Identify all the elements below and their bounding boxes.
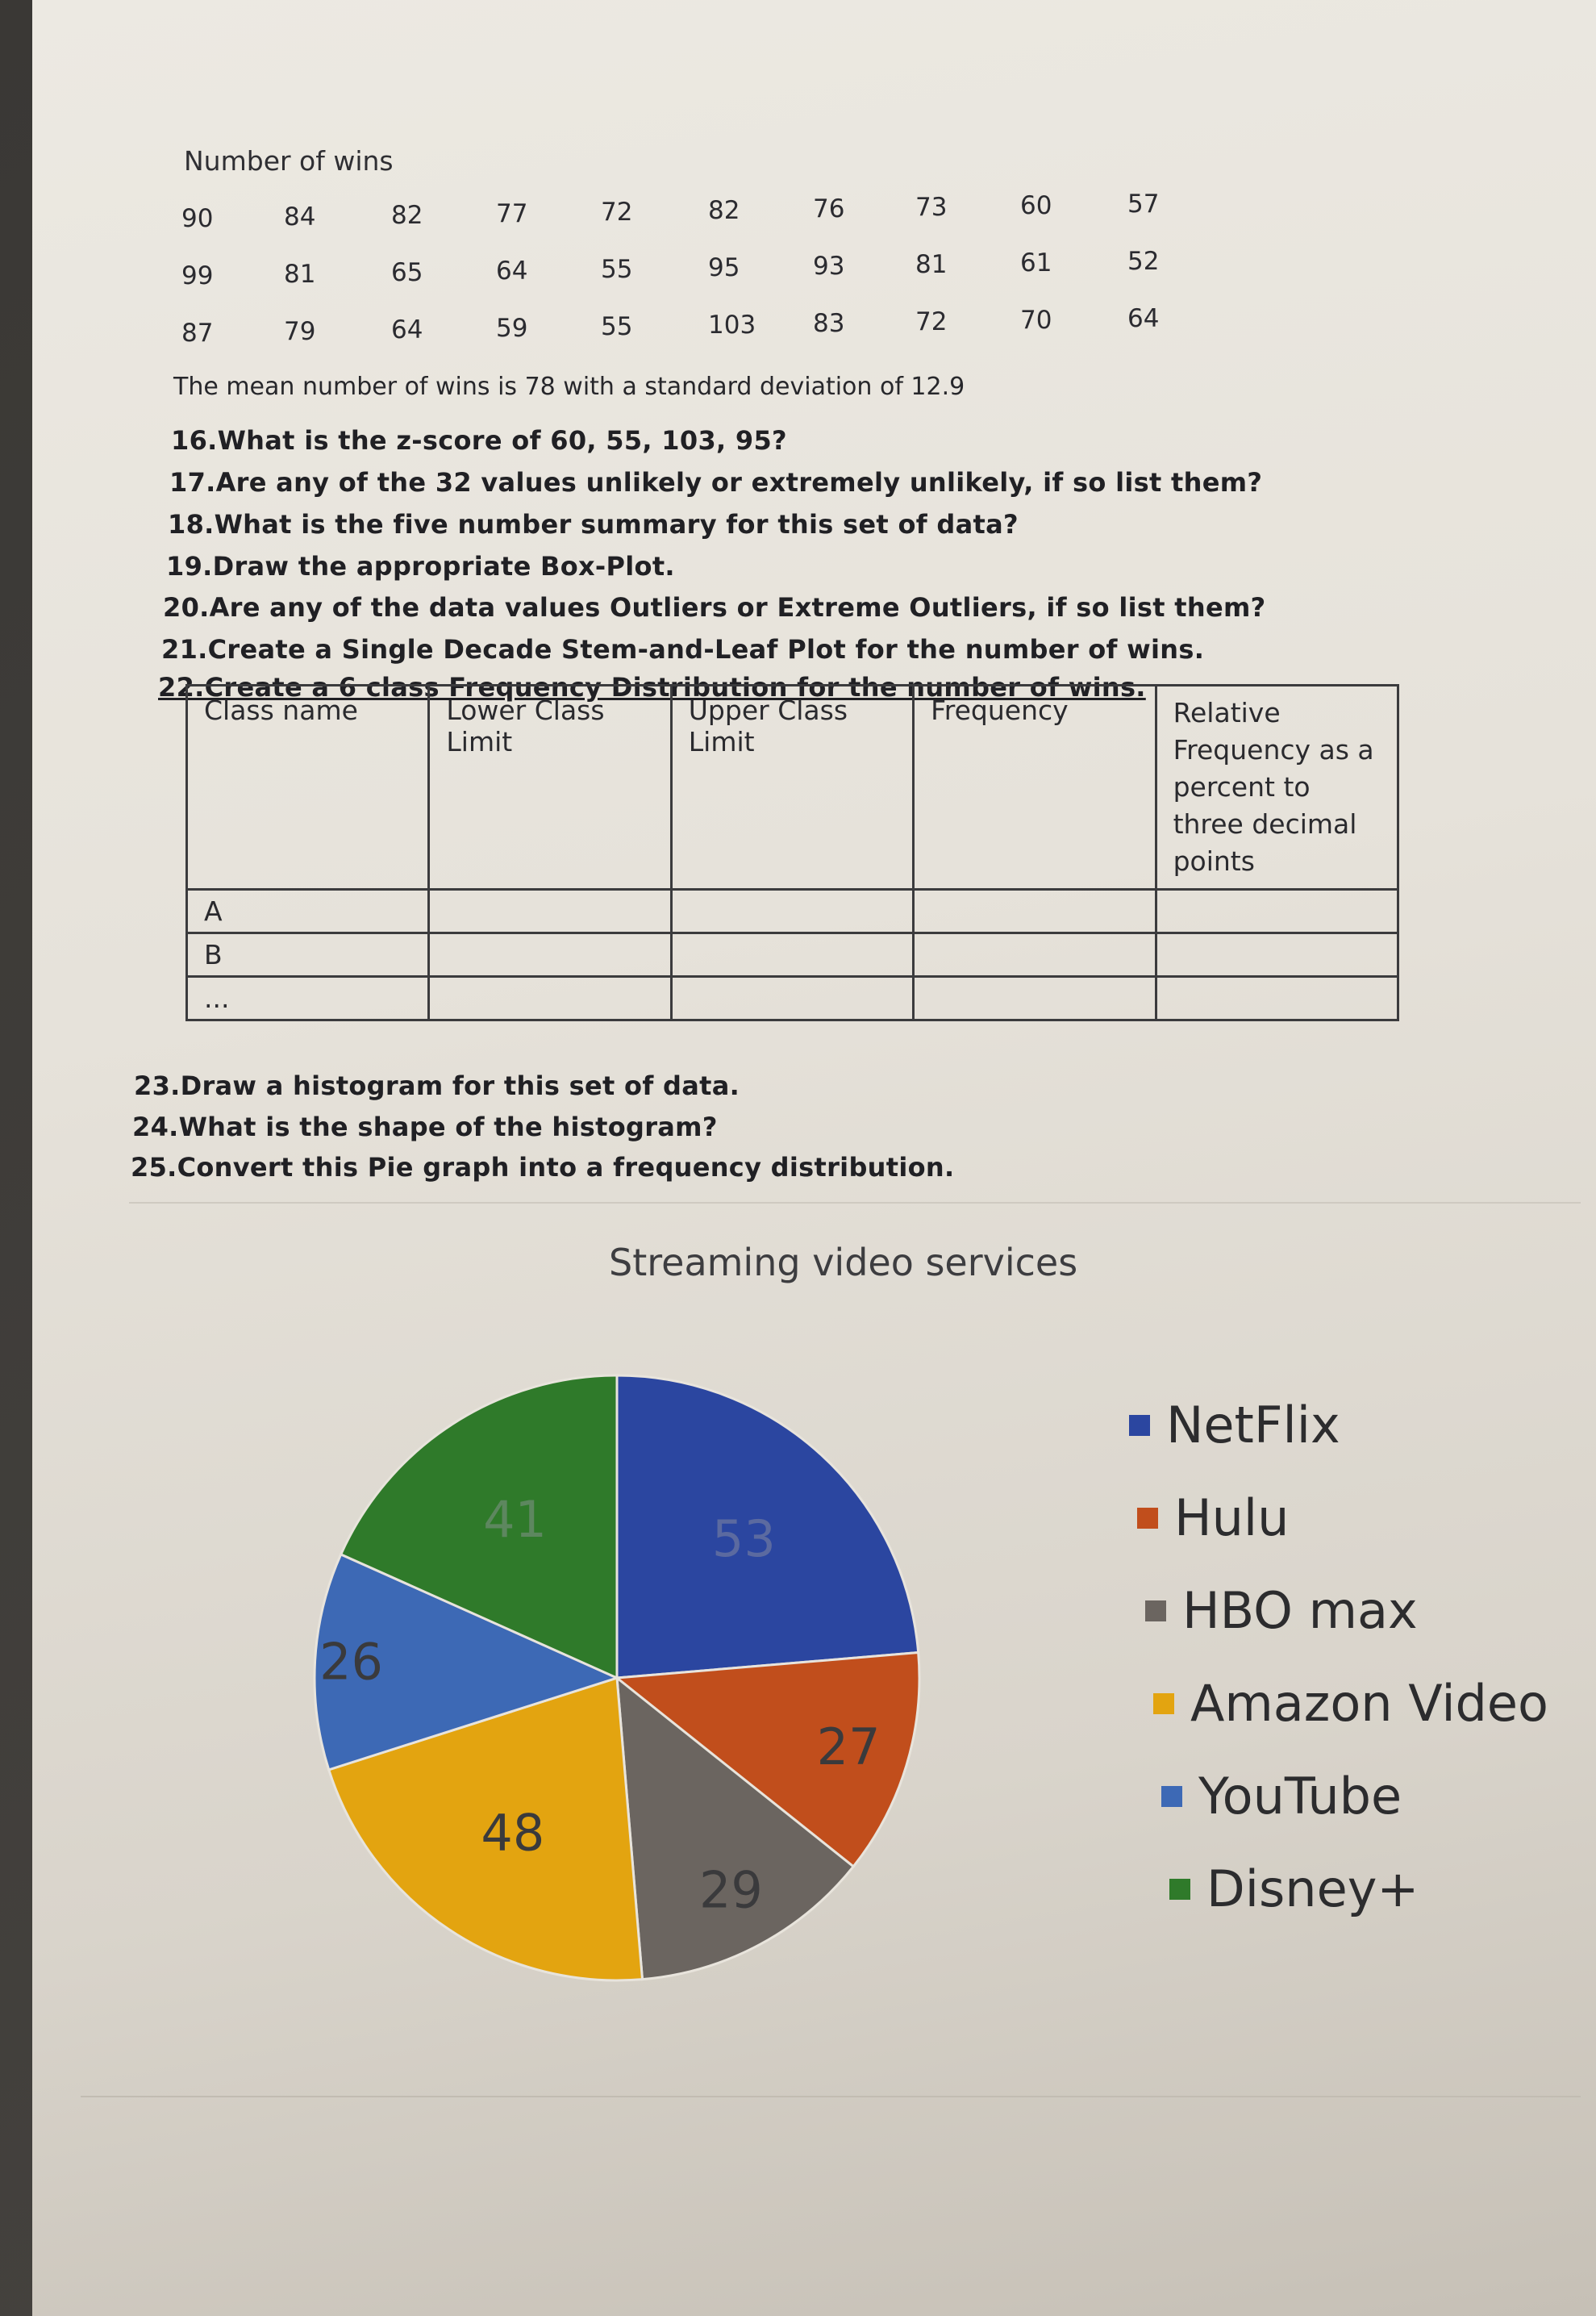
wins-title: Number of wins <box>184 145 394 177</box>
wins-value: 99 <box>181 261 214 290</box>
table-cell[interactable] <box>429 977 671 1020</box>
legend-label: Hulu <box>1174 1488 1290 1547</box>
wins-value: 64 <box>1127 304 1160 333</box>
question-19: 19.Draw the appropriate Box-Plot. <box>166 551 675 582</box>
wins-value: 59 <box>496 314 528 343</box>
table-header-row <box>187 686 1398 890</box>
row-label-a: A <box>187 890 429 933</box>
table-cell[interactable] <box>429 890 671 933</box>
wins-value: 52 <box>1127 247 1160 276</box>
wins-value: 77 <box>496 199 528 228</box>
table-cell[interactable] <box>671 933 913 977</box>
question-18: 18.What is the five number summary for this set of data? <box>168 509 1019 540</box>
wins-value: 55 <box>601 312 633 341</box>
table-cell[interactable] <box>671 890 913 933</box>
wins-value: 60 <box>1020 191 1052 220</box>
question-22: 22.Create a 6 class Frequency Distribution for the number of wins. <box>158 672 1146 703</box>
legend-swatch <box>1145 1600 1166 1621</box>
wins-value: 90 <box>181 204 214 233</box>
mean-statement: The mean number of wins is 78 with a standard deviation of 12.9 <box>173 373 965 401</box>
pie-data-label: 29 <box>698 1860 763 1920</box>
wins-value: 103 <box>708 311 756 340</box>
row-label-ellipsis: ... <box>187 977 429 1020</box>
wins-value: 84 <box>284 202 316 232</box>
header-class-name: Class name <box>187 686 429 890</box>
legend-swatch <box>1129 1415 1150 1436</box>
legend-swatch <box>1169 1879 1190 1900</box>
legend-item <box>1145 1581 1418 1640</box>
question-16: 16.What is the z-score of 60, 55, 103, 95? <box>171 425 787 456</box>
legend-item <box>1137 1488 1289 1547</box>
legend-item <box>1169 1859 1419 1918</box>
table-cell[interactable] <box>914 890 1156 933</box>
question-23: 23.Draw a histogram for this set of data. <box>134 1070 740 1101</box>
table-cell[interactable] <box>914 933 1156 977</box>
wins-value: 95 <box>708 253 740 282</box>
table-cell[interactable] <box>1156 977 1398 1020</box>
wins-value: 70 <box>1020 306 1052 335</box>
wins-value: 81 <box>284 260 316 289</box>
legend-swatch <box>1153 1693 1174 1714</box>
wins-value: 73 <box>915 193 948 222</box>
question-25: 25.Convert this Pie graph into a frequency distribution. <box>131 1152 955 1183</box>
wins-value: 64 <box>496 257 528 286</box>
legend-label: HBO max <box>1182 1581 1418 1640</box>
pie-data-label: 53 <box>711 1509 776 1568</box>
pie-data-label: 48 <box>481 1803 545 1863</box>
legend-label: YouTube <box>1198 1767 1402 1826</box>
wins-value: 64 <box>391 315 423 344</box>
chart-title: Streaming video services <box>609 1241 1078 1284</box>
page-divider <box>81 2096 1581 2097</box>
legend-label: NetFlix <box>1166 1396 1340 1454</box>
legend-label: Amazon Video <box>1190 1674 1548 1733</box>
table-cell[interactable] <box>1156 890 1398 933</box>
wins-value: 81 <box>915 250 948 279</box>
table-cell[interactable] <box>429 933 671 977</box>
wins-value: 76 <box>813 194 845 223</box>
wins-value: 87 <box>181 319 214 348</box>
table-cell[interactable] <box>671 977 913 1020</box>
wins-value: 57 <box>1127 190 1160 219</box>
pie-data-label: 26 <box>319 1632 383 1692</box>
legend-swatch <box>1161 1786 1182 1807</box>
wins-value: 61 <box>1020 248 1052 278</box>
legend-item <box>1129 1396 1340 1454</box>
wins-value: 72 <box>601 198 633 227</box>
wins-value: 79 <box>284 317 316 346</box>
wins-value: 93 <box>813 252 845 281</box>
wins-value: 65 <box>391 258 423 287</box>
wins-value: 55 <box>601 255 633 284</box>
table-cell[interactable] <box>1156 933 1398 977</box>
legend-item <box>1161 1767 1402 1826</box>
header-frequency: Frequency <box>914 686 1156 890</box>
legend-swatch <box>1137 1508 1158 1529</box>
pie-data-label: 27 <box>816 1717 881 1777</box>
question-20: 20.Are any of the data values Outliers or Extreme Outliers, if so list them? <box>163 592 1266 623</box>
pie-chart <box>294 1355 940 2001</box>
frequency-distribution-table <box>185 684 1399 1021</box>
legend-label: Disney+ <box>1206 1859 1419 1918</box>
question-21: 21.Create a Single Decade Stem-and-Leaf Plot for the number of wins. <box>161 634 1205 665</box>
header-lower-class-limit: Lower Class Limit <box>429 686 671 890</box>
wins-value: 83 <box>813 309 845 338</box>
table-row <box>187 933 1398 977</box>
pie-data-label: 41 <box>483 1489 548 1549</box>
wins-value: 82 <box>708 196 740 225</box>
table-cell[interactable] <box>914 977 1156 1020</box>
question-24: 24.What is the shape of the histogram? <box>132 1112 718 1142</box>
header-relative-frequency: Relative Frequency as a percent to three decimal points <box>1156 686 1398 890</box>
table-row <box>187 890 1398 933</box>
legend-item <box>1153 1674 1548 1733</box>
question-17: 17.Are any of the 32 values unlikely or extremely unlikely, if so list them? <box>169 467 1263 498</box>
wins-value: 82 <box>391 201 423 230</box>
row-label-b: B <box>187 933 429 977</box>
header-upper-class-limit: Upper Class Limit <box>671 686 913 890</box>
table-row <box>187 977 1398 1020</box>
wins-value: 72 <box>915 307 948 336</box>
